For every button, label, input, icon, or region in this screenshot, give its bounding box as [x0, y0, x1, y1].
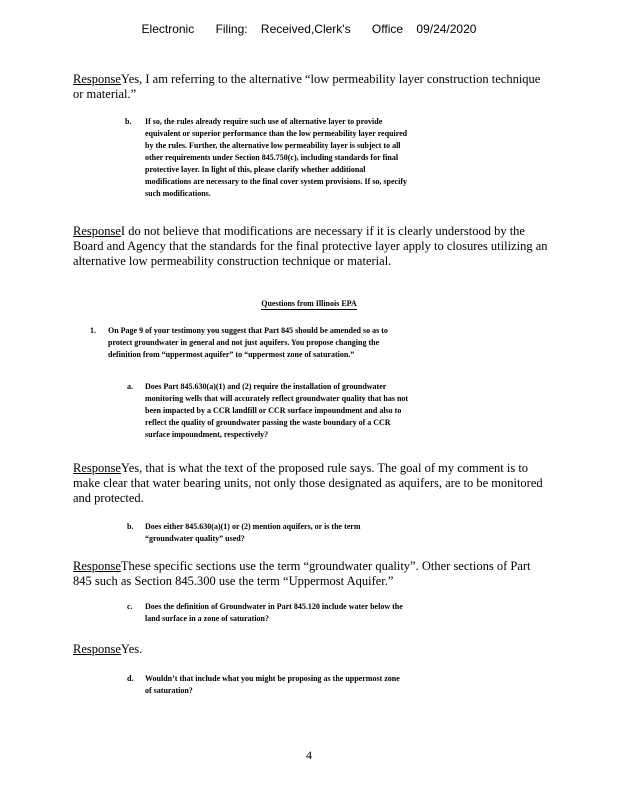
question-number: c. [127, 602, 133, 611]
question-1 [90, 325, 530, 361]
response-text-line: 845 such as Section 845.300 use the term “Uppermost Aquifer.” [73, 574, 394, 588]
response-2 [73, 224, 603, 269]
question-line: of saturation? [145, 686, 193, 695]
question-line: Does either 845.630(a)(1) or (2) mention aquifers, or is the term [145, 522, 361, 531]
response-text-line: alternative low permeability construction technique or material. [73, 254, 392, 268]
question-line: by the rules. Further, the alternative low permeability layer is subject to all [145, 141, 401, 150]
response-text-line: Yes. [120, 642, 143, 656]
question-line: been impacted by a CCR landfill or CCR surface impoundment and also to [145, 406, 402, 415]
question-line: surface impoundment, respectively? [145, 430, 269, 439]
question-line: monitoring wells that will accurately reflect groundwater quality that has not [145, 394, 409, 403]
header-electronic: Electronic [141, 22, 195, 36]
question-line: protect groundwater in general and not just aquifers. You propose changing the [108, 338, 380, 347]
question-line: other requirements under Section 845.750(c), including standards for final [145, 153, 399, 162]
header-date: 09/24/2020 [416, 22, 477, 36]
response-3 [73, 461, 603, 506]
section-title: Questions from Illinois EPA [261, 299, 357, 308]
response-1 [73, 72, 593, 102]
question-b-2 [127, 521, 527, 545]
question-line: If so, the rules already require such use of alternative layer to provide [145, 117, 383, 126]
question-line: definition from “uppermost aquifer” to “uppermost zone of saturation.” [108, 350, 355, 359]
response-4 [73, 559, 603, 589]
response-text-line: These specific sections use the term “groundwater quality”. Other sections of Part [120, 559, 531, 573]
response-text-line: Yes, I am referring to the alternative “low permeability layer construction technique [120, 72, 541, 86]
page-number: 4 [306, 748, 312, 762]
question-line: such modifications. [145, 189, 211, 198]
header-office: Office [371, 22, 404, 36]
question-number: 1. [90, 326, 96, 335]
question-number: b. [125, 117, 132, 126]
response-text-line: make clear that water bearing units, not only those designated as aquifers, are to be monitored [73, 476, 543, 490]
header-received: Received,Clerk's [260, 22, 351, 36]
response-5 [73, 642, 593, 657]
response-label: Response [73, 461, 121, 475]
question-number: d. [127, 674, 134, 683]
question-b [125, 116, 565, 200]
question-line: equivalent or superior performance than the low permeability layer required [145, 129, 408, 138]
question-line: protective layer. In light of this, please clarify whether additional [145, 165, 366, 174]
response-text-line: Yes, that is what the text of the proposed rule says. The goal of my comment is to [120, 461, 529, 475]
response-label: Response [73, 559, 121, 573]
question-line: “groundwater quality” used? [145, 534, 245, 543]
question-c [127, 601, 527, 625]
response-text-line: Board and Agency that the standards for the final protective layer apply to closures utilizing an [73, 239, 548, 253]
question-line: modifications are necessary to the final cover system provisions. If so, specify [145, 177, 407, 186]
question-a [127, 381, 547, 441]
question-line: Does the definition of Groundwater in Part 845.120 include water below the [145, 602, 403, 611]
question-line: reflect the quality of groundwater passing the waste boundary of a CCR [145, 418, 391, 427]
question-number: b. [127, 522, 134, 531]
question-line: land surface in a zone of saturation? [145, 614, 269, 623]
response-text-line: I do not believe that modifications are necessary if it is clearly understood by the [120, 224, 525, 238]
question-line: On Page 9 of your testimony you suggest that Part 845 should be amended so as to [108, 326, 388, 335]
response-label: Response [73, 642, 121, 656]
question-d [127, 673, 527, 697]
header-filing: Filing: [215, 22, 248, 36]
response-label: Response [73, 224, 121, 238]
response-text-line: and protected. [73, 491, 144, 505]
question-number: a. [127, 382, 133, 391]
response-text-line: or material.” [73, 87, 137, 101]
question-line: Does Part 845.630(a)(1) and (2) require the installation of groundwater [145, 382, 387, 391]
filing-header [0, 22, 618, 36]
question-line: Wouldn’t that include what you might be proposing as the uppermost zone [145, 674, 400, 683]
response-label: Response [73, 72, 121, 86]
